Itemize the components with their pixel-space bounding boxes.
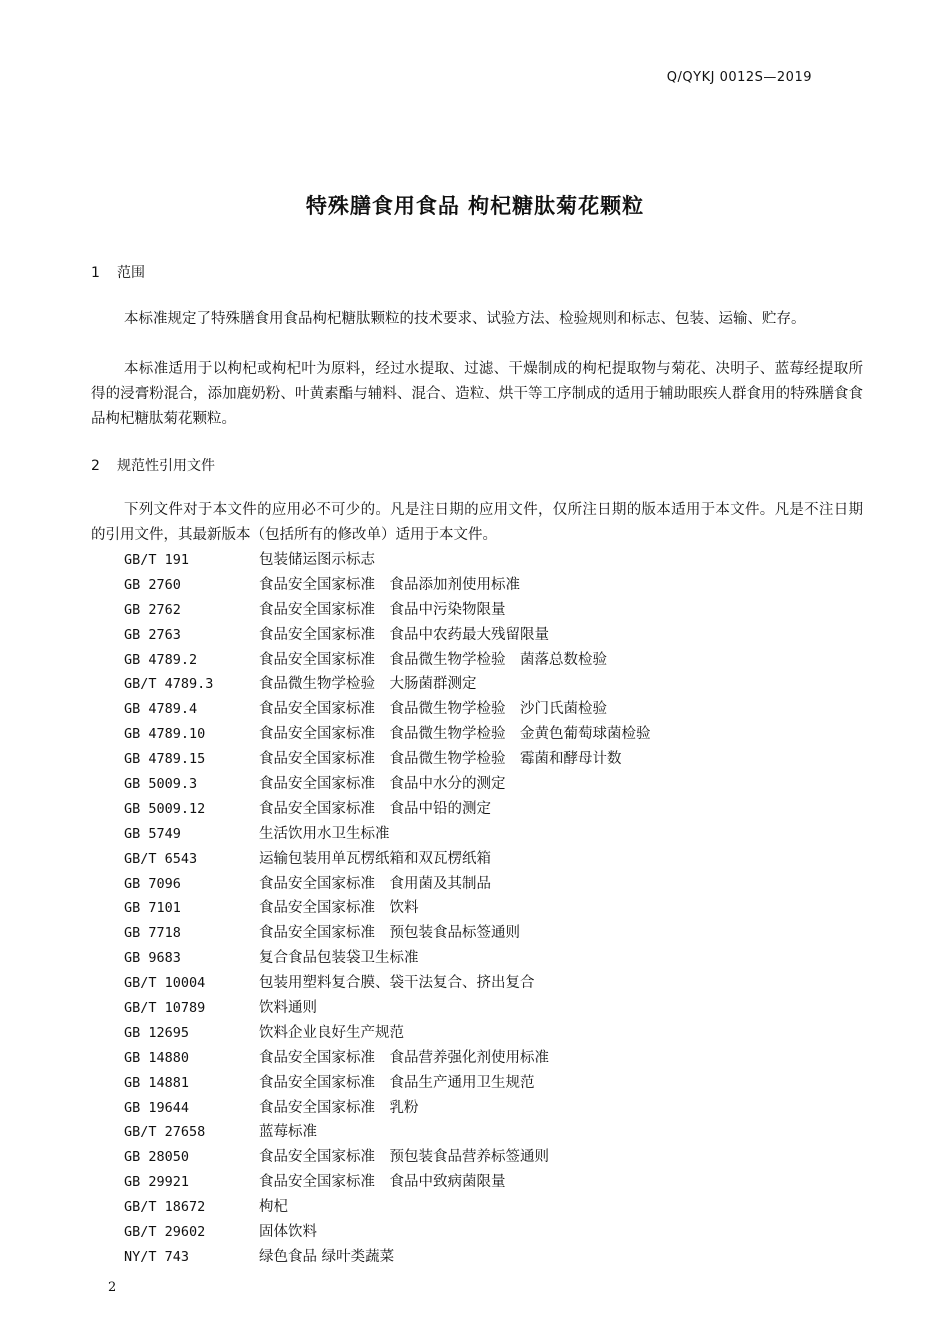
reference-code: GB 5009.3 (124, 776, 198, 793)
reference-title: 运输包装用单瓦楞纸箱和双瓦楞纸箱 (259, 850, 491, 867)
section-1-number: 1 (91, 265, 100, 281)
reference-title: 食品安全国家标准 食品微生物学检验 霉菌和酵母计数 (259, 751, 622, 768)
reference-title: 食品安全国家标准 预包装食品标签通则 (259, 925, 520, 942)
reference-code: GB 4789.10 (124, 726, 206, 743)
reference-row (124, 747, 651, 772)
reference-code: GB/T 27658 (124, 1124, 206, 1141)
reference-row (124, 971, 651, 996)
section-2-number: 2 (91, 458, 100, 474)
section-1-title: 范围 (117, 265, 145, 281)
reference-row (124, 896, 651, 921)
reference-title: 绿色食品 绿叶类蔬菜 (259, 1248, 395, 1265)
reference-title: 枸杞 (259, 1199, 288, 1216)
reference-title: 饮料通则 (259, 1000, 317, 1017)
reference-row (124, 872, 651, 897)
reference-title: 食品安全国家标准 食品中水分的测定 (259, 776, 506, 793)
reference-code: GB 14881 (124, 1074, 190, 1091)
reference-row (124, 548, 651, 573)
reference-code: GB/T 10789 (124, 1000, 206, 1017)
reference-code: GB 2763 (124, 626, 181, 643)
reference-row (124, 1245, 651, 1270)
reference-row (124, 1220, 651, 1245)
reference-code: GB/T 191 (124, 552, 190, 568)
reference-code: GB 4789.15 (124, 751, 206, 768)
reference-title: 蓝莓标准 (259, 1124, 317, 1141)
reference-row (124, 1021, 651, 1046)
reference-title: 食品安全国家标准 食用菌及其制品 (259, 875, 491, 892)
reference-title: 食品安全国家标准 食品微生物学检验 沙门氏菌检验 (259, 701, 607, 718)
reference-code: GB 28050 (124, 1149, 190, 1166)
reference-code: GB/T 6543 (124, 850, 198, 867)
reference-title: 食品安全国家标准 食品营养强化剂使用标准 (259, 1049, 549, 1066)
reference-row (124, 1170, 651, 1195)
reference-title: 食品安全国家标准 食品微生物学检验 金黄色葡萄球菌检验 (259, 726, 651, 743)
reference-row (124, 921, 651, 946)
reference-row (124, 772, 651, 797)
reference-code: GB/T 18672 (124, 1199, 206, 1216)
reference-code: GB 2762 (124, 601, 181, 618)
reference-code: GB 7096 (124, 875, 181, 892)
reference-title: 食品安全国家标准 乳粉 (259, 1099, 419, 1116)
reference-row (124, 1145, 651, 1170)
reference-title: 食品安全国家标准 食品中致病菌限量 (259, 1174, 506, 1191)
reference-code: GB/T 4789.3 (124, 676, 214, 693)
reference-title: 食品安全国家标准 饮料 (259, 900, 419, 917)
reference-row (124, 822, 651, 847)
section-2-heading (91, 455, 215, 475)
reference-code: GB 4789.2 (124, 651, 198, 668)
scope-paragraph-1: 本标准规定了特殊膳食用食品枸杞糖肽颗粒的技术要求、试验方法、检验规则和标志、包装、运输、贮存。 (124, 311, 806, 327)
reference-title: 复合食品包装袋卫生标准 (259, 950, 419, 967)
reference-code: GB 14880 (124, 1049, 190, 1066)
reference-title: 包装储运图示标志 (259, 552, 375, 568)
scope-paragraph-2: 本标准适用于以枸杞或枸杞叶为原料，经过水提取、过滤、干燥制成的枸杞提取物与菊花、决明子、蓝莓经提取所得的浸膏粉混合，添加鹿奶粉、叶黄素酯与辅料、混合、造粒、烘干等工序制成的适用于辅助眼疾人群食用的特殊膳食食品枸杞糖肽菊花颗粒。 (91, 361, 863, 427)
reference-title: 食品安全国家标准 食品添加剂使用标准 (259, 576, 520, 593)
reference-row (124, 1096, 651, 1121)
reference-title: 包装用塑料复合膜、袋干法复合、挤出复合 (259, 975, 535, 992)
reference-code: GB 2760 (124, 576, 181, 593)
reference-title: 生活饮用水卫生标准 (259, 825, 390, 842)
reference-title: 食品安全国家标准 食品微生物学检验 菌落总数检验 (259, 651, 607, 668)
reference-title: 食品微生物学检验 大肠菌群测定 (259, 676, 477, 693)
reference-row (124, 623, 651, 648)
reference-title: 食品安全国家标准 食品生产通用卫生规范 (259, 1074, 535, 1091)
reference-row (124, 672, 651, 697)
reference-row (124, 946, 651, 971)
reference-row (124, 797, 651, 822)
reference-row (124, 573, 651, 598)
reference-code: GB 7101 (124, 900, 181, 917)
reference-row (124, 847, 651, 872)
reference-row (124, 722, 651, 747)
references-intro-paragraph: 下列文件对于本文件的应用必不可少的。凡是注日期的应用文件，仅所注日期的版本适用于本文件。凡是不注日期的引用文件，其最新版本（包括所有的修改单）适用于本文件。 (91, 502, 863, 543)
reference-row (124, 1195, 651, 1220)
section-1-heading (91, 262, 145, 282)
section-2-title: 规范性引用文件 (117, 458, 215, 474)
reference-row (124, 648, 651, 673)
reference-title: 固体饮料 (259, 1224, 317, 1241)
reference-row (124, 598, 651, 623)
reference-code: GB 5749 (124, 825, 181, 842)
reference-code: GB 12695 (124, 1024, 190, 1041)
reference-code: GB/T 29602 (124, 1224, 206, 1241)
reference-title: 食品安全国家标准 预包装食品营养标签通则 (259, 1149, 549, 1166)
reference-code: GB 5009.12 (124, 800, 206, 817)
reference-title: 食品安全国家标准 食品中铅的测定 (259, 800, 491, 817)
reference-code: GB 7718 (124, 925, 181, 942)
reference-code: GB 19644 (124, 1099, 190, 1116)
reference-title: 食品安全国家标准 食品中污染物限量 (259, 601, 506, 618)
reference-row (124, 1046, 651, 1071)
reference-row (124, 996, 651, 1021)
normative-references-list (124, 548, 651, 1270)
reference-code: GB/T 10004 (124, 975, 206, 992)
reference-code: GB 29921 (124, 1174, 190, 1191)
reference-code: NY/T 743 (124, 1248, 190, 1265)
page-number: 2 (108, 1280, 117, 1295)
reference-title: 饮料企业良好生产规范 (259, 1024, 404, 1041)
reference-code: GB 9683 (124, 950, 181, 967)
reference-title: 食品安全国家标准 食品中农药最大残留限量 (259, 626, 549, 643)
standard-code: Q/QYKJ 0012S—2019 (666, 70, 812, 85)
document-title: 特殊膳食用食品 枸杞糖肽菊花颗粒 (305, 194, 645, 218)
reference-row (124, 697, 651, 722)
reference-row (124, 1120, 651, 1145)
reference-code: GB 4789.4 (124, 701, 198, 718)
reference-row (124, 1071, 651, 1096)
